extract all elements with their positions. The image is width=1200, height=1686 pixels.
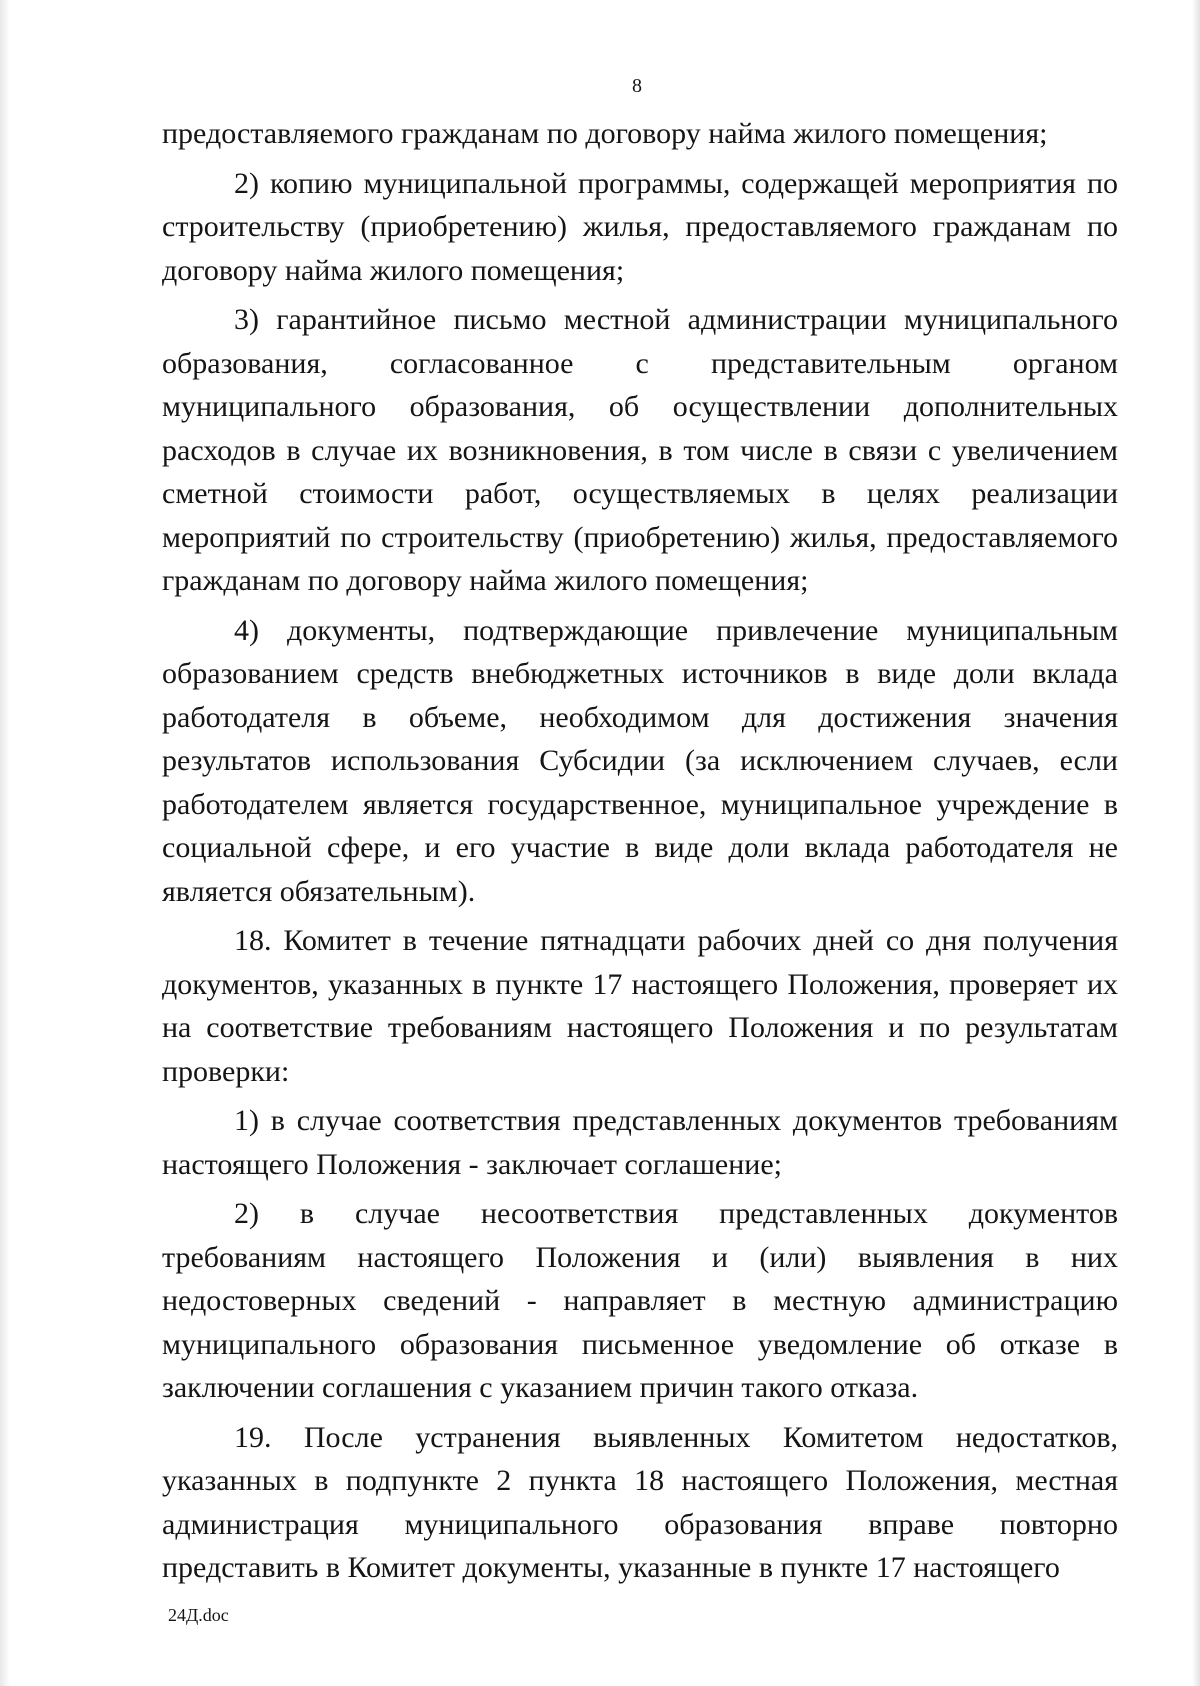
scan-edge-left xyxy=(0,0,10,1686)
paragraph-clause-18: 18. Комитет в течение пятнадцати рабочих дней со дня получения документов, указанных в пункте 17 настоящего Положения, проверяет их на соответствие требованиям настоящего Положения и по результатам проверки: xyxy=(162,924,1118,1088)
paragraph-item-2: 2) копию муниципальной программы, содержащей мероприятия по строительству (приобретению) жилья, предоставляемого гражданам по договору найма жилого помещения; xyxy=(162,166,1118,287)
document-body xyxy=(162,112,1118,1596)
footer-filename: 24Д.doc xyxy=(168,1605,229,1625)
paragraph-item-3: 3) гарантийное письмо местной администрации муниципального образования, согласованное с представительным органом муниципального образования, об осуществлении дополнительных расходов в случае их возникновения, в том числе в связи с увеличением сметной стоимости работ, осуществляемых в целях реализации мероприятий по строительству (приобретению) жилья, предоставляемого гражданам по договору найма жилого помещения; xyxy=(162,303,1118,597)
paragraph-clause-18-item-1: 1) в случае соответствия представленных документов требованиям настоящего Положения - заключает соглашение; xyxy=(162,1104,1118,1181)
page-number: 8 xyxy=(632,75,642,97)
scan-edge-right xyxy=(1192,0,1200,1686)
paragraph-continuation: предоставляемого гражданам по договору найма жилого помещения; xyxy=(162,117,1048,150)
paragraph-clause-18-item-2: 2) в случае несоответствия представленных документов требованиям настоящего Положения и (или) выявления в них недостоверных сведений - направляет в местную администрацию муниципального образования письменное уведомление об отказе в заключении соглашения с указанием причин такого отказа. xyxy=(162,1197,1118,1404)
paragraph-item-4: 4) документы, подтверждающие привлечение муниципальным образованием средств внебюджетных источников в виде доли вклада работодателя в объеме, необходимом для достижения значения результатов использования Субсидии (за исключением случаев, если работодателем является государственное, муниципальное учреждение в социальной сфере, и его участие в виде доли вклада работодателя не является обязательным). xyxy=(162,613,1118,908)
paragraph-clause-19: 19. После устранения выявленных Комитетом недостатков, указанных в подпункте 2 пункта 18 настоящего Положения, местная администрация муниципального образования вправе повторно представить в Комитет документы, указанные в пункте 17 настоящего xyxy=(162,1420,1118,1584)
